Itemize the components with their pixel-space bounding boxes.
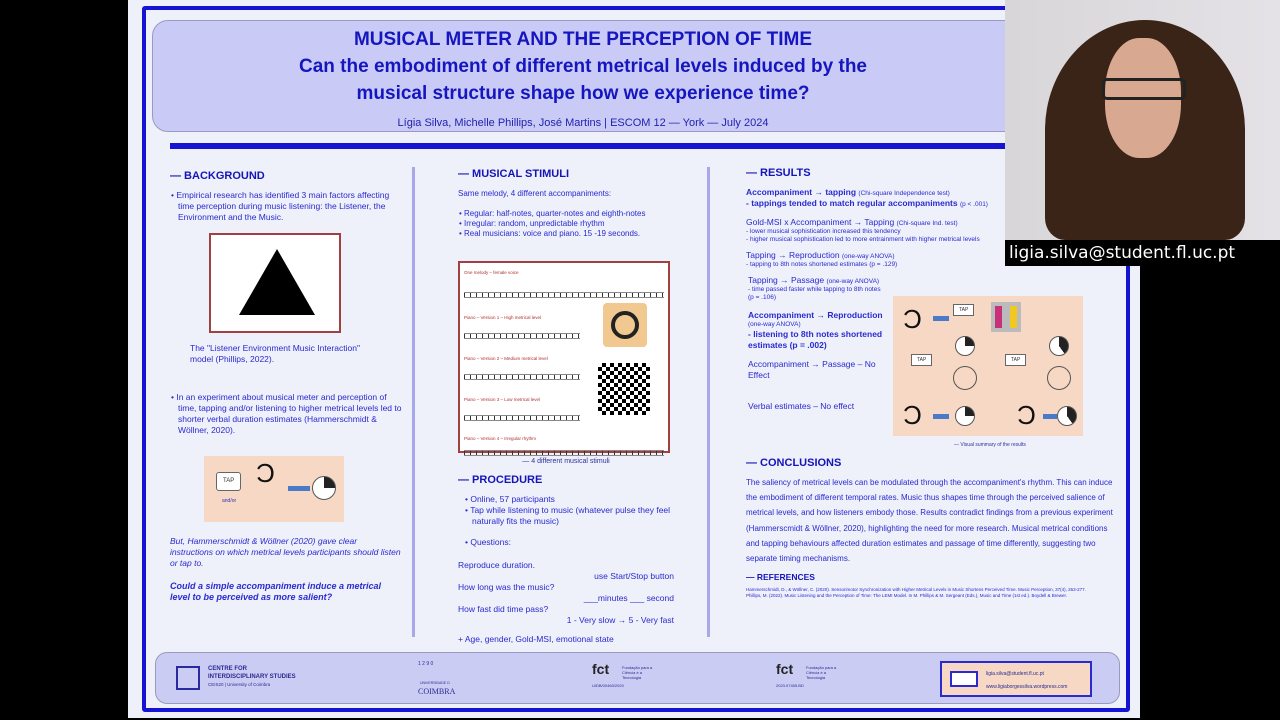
question-1: Reproduce duration. — [458, 560, 536, 570]
qr-code[interactable] — [598, 363, 650, 415]
stimuli-bullet: • Irregular: random, unpredictable rhythm — [458, 219, 674, 229]
stimuli-bullet: • Real musicians: voice and piano. 15 -19 seconds. — [458, 229, 674, 239]
staff-image — [464, 374, 580, 380]
staff-image — [464, 415, 580, 421]
poster-subtitle-2: musical structure shape how we experience time? — [356, 83, 810, 104]
ear-icon: Ɔ — [1017, 400, 1036, 430]
result-line: - tapping to 8th notes shortened estimates (p = .129) — [746, 261, 898, 268]
figure-label: One melody – female voice — [464, 270, 519, 275]
result-test: (one-way ANOVA) — [826, 278, 880, 285]
result-test: (one-way ANOVA) — [748, 321, 801, 328]
answer-2: ___minutes ___ second — [583, 593, 674, 603]
tap-box: TAP — [911, 354, 932, 366]
result-line: - lower musical sophistication increased this tendency — [746, 228, 901, 235]
lemi-caption: The "Listener Environment Music Interaction" model (Phillips, 2022). — [190, 343, 360, 364]
procedure-heading: — PROCEDURE — [458, 474, 543, 486]
lemi-model-figure — [209, 233, 341, 333]
result-title: Accompaniment → Reproduction — [748, 310, 883, 320]
results-summary-figure — [893, 296, 1083, 436]
reference-2: Phillips, M. (2022). Music Listening and the Perception of Time: The LEMI Model. In M. Phillips & M. Sergeant (Eds.), Music and Time (1st ed.). Boydell & Brewer. — [746, 593, 1068, 599]
arrow-icon — [1043, 414, 1057, 419]
ear-icon: Ɔ — [256, 458, 275, 488]
clock-icon — [312, 476, 336, 500]
result-title: Gold-MSI x Accompaniment → Tapping — [746, 217, 895, 227]
poster-footer — [155, 652, 1120, 704]
research-question: Could a simple accompaniment induce a metrical level to be perceived as more salient? — [170, 581, 382, 602]
clock-icon — [1057, 406, 1077, 426]
staff-image — [464, 333, 580, 339]
references-heading: — REFERENCES — [746, 572, 815, 583]
fct-text: Fundação para a Ciência e a Tecnologia — [806, 665, 837, 680]
envelope-icon — [950, 671, 978, 687]
figure-label: Piano – Version 2 – Medium metrical level — [464, 356, 548, 361]
column-divider — [707, 167, 710, 637]
fct-logo: fct — [592, 661, 610, 677]
result-line: Verbal estimates – No effect — [748, 401, 855, 411]
stimuli-heading: — MUSICAL STIMULI — [458, 168, 570, 180]
question-2: How long was the music? — [458, 582, 555, 592]
conclusions-section — [746, 458, 1114, 599]
result-test: (one-way ANOVA) — [841, 253, 895, 260]
clock-icon — [1049, 336, 1069, 356]
result-test: (Chi-square Ind. test) — [896, 220, 958, 227]
contact-website[interactable]: www.ligiaborgessilva.wordpress.com — [986, 684, 1068, 690]
poster-authors: Lígia Silva, Michelle Phillips, José Martins | ESCOM 12 — York — July 2024 — [397, 117, 769, 129]
webcam-email-overlay: ligia.silva@student.fl.uc.pt — [1005, 240, 1280, 266]
headphones-icon — [603, 303, 647, 347]
coimbra-year: 1 2 9 0 — [418, 661, 434, 667]
fct-code: 2023.07455.BD — [776, 683, 804, 688]
coimbra-text: UNIVERSIDADE D — [420, 681, 450, 685]
result-title: Tapping → Passage — [748, 275, 825, 285]
column-divider — [412, 167, 415, 637]
contact-box — [940, 661, 1092, 697]
clock-icon — [955, 336, 975, 356]
contact-email[interactable]: ligia.silva@student.fl.uc.pt — [986, 671, 1044, 677]
result-line: - higher musical sophistication led to more entrainment with higher metrical levels — [746, 236, 980, 243]
poster-header — [152, 20, 1052, 132]
conclusions-text: The saliency of metrical levels can be modulated through the accompaniment's rhythm. This can induce the embodiment of different temporal rates. Music thus shapes time through the perceived salience of metrical levels, and how listeners embody those. Results contradict findings from a previous experiment (Hammerscmidt & Wöllner, 2020), highlighting the need for more research. Musical metrical conditions and tapping behaviours affected duration estimates and passage of time differently, suggesting two separate timing mechanisms. — [746, 478, 1113, 564]
fct-code: UIDB/00460/2020 — [592, 683, 624, 688]
procedure-bullet: • Online, 57 participants — [464, 494, 674, 505]
result-test: (Chi-square Independence test) — [858, 190, 950, 197]
ceis-text: CEIS20 | University of Coimbra — [208, 682, 271, 687]
arrow-icon — [933, 316, 949, 321]
result-line: - tappings tended to match regular accompaniments — [746, 198, 958, 208]
conclusions-heading: — CONCLUSIONS — [746, 457, 842, 469]
tap-box: TAP — [216, 472, 241, 491]
stimuli-section — [458, 169, 674, 645]
result-title: Tapping → Reproduction — [746, 250, 840, 260]
fct-logo: fct — [776, 661, 794, 677]
metronome-icon — [991, 302, 1021, 332]
glasses-icon — [1102, 78, 1186, 100]
background-bullet-1: • Empirical research has identified 3 main factors affecting time perception during music listening: the Listener, the Environment and the Music. — [170, 190, 402, 223]
clock-icon — [955, 406, 975, 426]
staff-image — [464, 450, 664, 456]
header-divider — [170, 143, 1005, 149]
figure-label: Piano – Version 4 – Irregular rhythm — [464, 436, 537, 441]
stimuli-bullet: • Regular: half-notes, quarter-notes and eighth-notes — [458, 209, 674, 219]
answer-1: use Start/Stop button — [594, 571, 674, 581]
background-note: But, Hammerschmidt & Wöllner (2020) gave clear instructions on which metrical levels participants should listen or tap to. — [170, 536, 401, 568]
ear-icon: Ɔ — [903, 304, 922, 334]
stimuli-intro: Same melody, 4 different accompaniments: — [458, 189, 612, 198]
pyramid-icon — [239, 249, 315, 315]
procedure-extra: + Age, gender, Gold-MSI, emotional state — [458, 634, 614, 644]
stopwatch-icon — [1047, 366, 1071, 390]
results-heading: — RESULTS — [746, 167, 811, 179]
results-caption: — Visual summary of the results — [954, 442, 1026, 448]
answer-3: 1 - Very slow → 5 - Very fast — [566, 615, 674, 625]
procedure-bullet: • Questions: — [464, 537, 674, 548]
result-title: Accompaniment → tapping — [746, 187, 857, 197]
andor-label: and/or — [222, 498, 237, 504]
stimuli-figure — [458, 261, 670, 453]
staff-image — [464, 292, 664, 298]
figure-label: Piano – Version 3 – Low metrical level — [464, 397, 541, 402]
background-heading: — BACKGROUND — [170, 170, 265, 182]
background-bullet-2: • In an experiment about musical meter and perception of time, tapping and/or listening to higher metrical levels led to shorter verbal duration estimates (Hammerschmidt & Wöllner, 2020). — [170, 392, 402, 436]
question-3: How fast did time pass? — [458, 604, 549, 614]
stopwatch-icon — [953, 366, 977, 390]
ceis-text: CENTRE FOR — [208, 666, 247, 672]
tap-box: TAP — [1005, 354, 1026, 366]
tap-listen-figure — [204, 456, 344, 522]
procedure-bullet: • Tap while listening to music (whatever pulse they feel naturally fits the music) — [464, 505, 674, 527]
stimuli-caption: — 4 different musical stimuli — [522, 458, 610, 465]
result-line: - listening to 8th notes shortened estimates (p = .002) — [748, 329, 883, 350]
result-line: Accompaniment → Passage – No Effect — [748, 359, 876, 380]
fct-text: Fundação para a Ciência e a Tecnologia — [622, 665, 653, 680]
background-section — [170, 171, 402, 603]
reference-1: Hammerschmidt, D., & Wöllner, C. (2020). Sensorimotor Synchronization with Higher Metrical Levels in Music Shortens Perceived Time. Music Perception, 37(4), 263-277. — [746, 587, 1086, 593]
coimbra-text: COIMBRA — [418, 687, 456, 696]
poster-subtitle-1: Can the embodiment of different metrical levels induced by the — [299, 56, 867, 77]
webcam-video — [1005, 0, 1280, 240]
figure-label: Piano – Version 1 – High metrical level — [464, 315, 542, 320]
ceis-text: INTERDISCIPLINARY STUDIES — [208, 674, 296, 680]
tap-box: TAP — [953, 304, 974, 316]
result-line: - time passed faster while tapping to 8th notes (p = .106) — [748, 286, 881, 301]
ear-icon: Ɔ — [903, 400, 922, 430]
ceis-logo-icon — [176, 666, 200, 690]
poster-title: MUSICAL METER AND THE PERCEPTION OF TIME — [353, 29, 813, 50]
arrow-icon — [933, 414, 949, 419]
arrow-icon — [288, 486, 310, 491]
result-p: (p < .001) — [959, 201, 988, 208]
